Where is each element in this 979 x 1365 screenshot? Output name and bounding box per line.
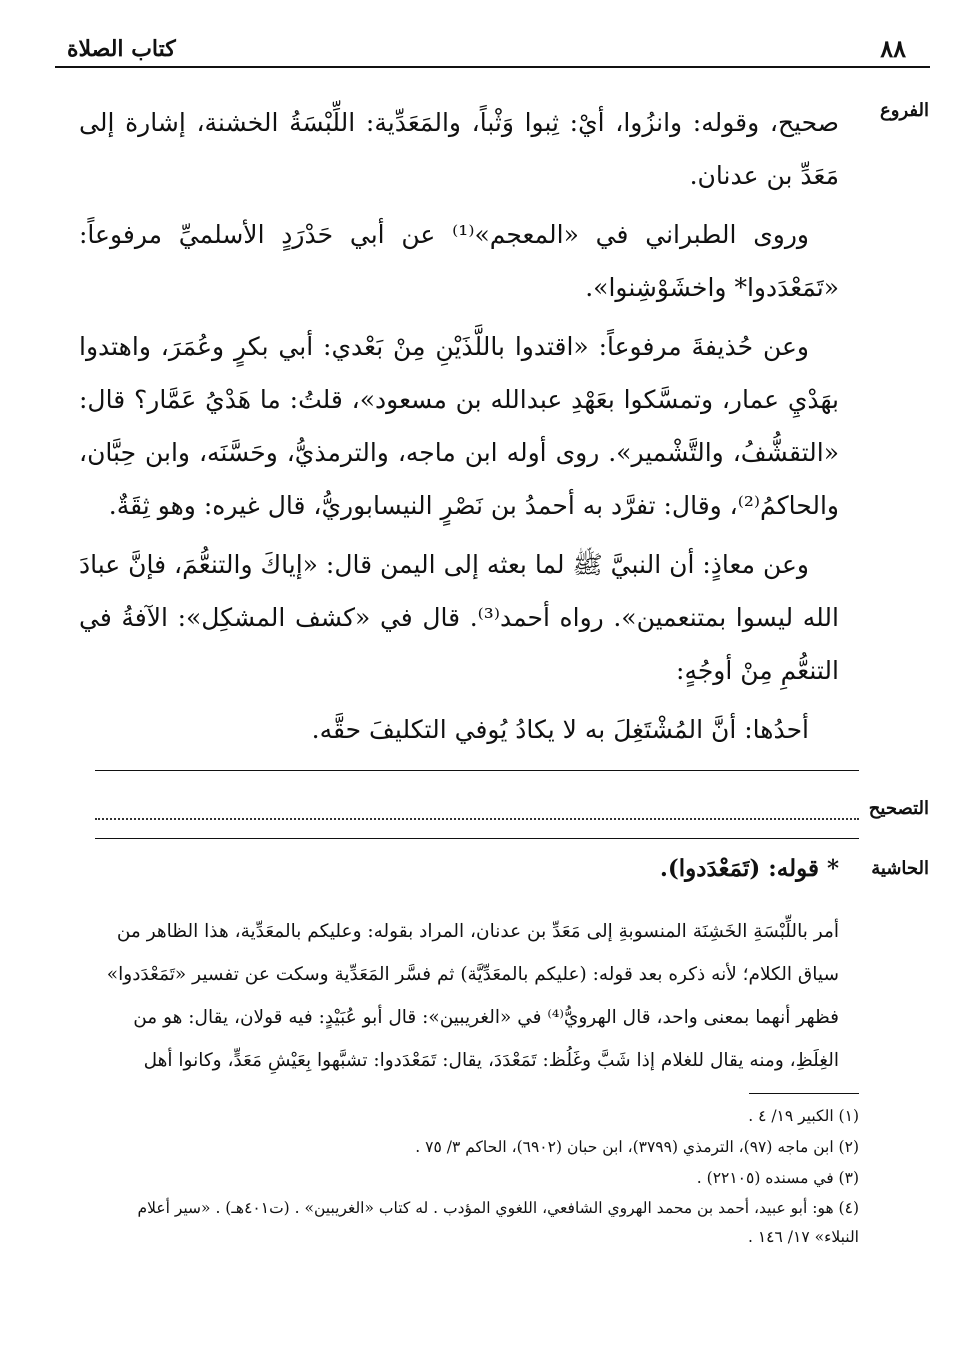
main-paragraph: أحدُها: أنَّ المُشْتَغِلَ به لا يكادُ يُوفي التكليفَ حقَّه. — [311, 715, 809, 744]
footnote: (١) الكبير ١٩/ ٤ . — [748, 1107, 859, 1125]
footnote: (٣) في مسنده (٢٢١٠٥) . — [696, 1169, 859, 1187]
hashiya-line: الغِلَظِ، ومنه يقال للغلام إذا شَبَّ وغَلُظ: تَمَعْدَدَ، يقال: تَمَعْدَدوا: تشبَّهوا بِعَيْشِ مَعَدٍّ، وكانوا أهل — [143, 1050, 839, 1071]
main-paragraph: صحيح، وقوله: وانزُوا، أيْ: ثِبوا وَثْباً، والمَعَدِّية: اللِّبْسَةُ الخشنة، إشارة إلى مَعَدِّ بن عدنان. — [79, 108, 839, 190]
page-header — [55, 30, 930, 68]
main-paragraph: وعن معاذٍ: أن النبيَّ ﷺ لما بعثه إلى اليمن قال: «إياكَ والتنعُّمَ، فإنَّ عبادَ الله ليسوا بمتنعمين». رواه أحمد⁽³⁾. قال في «كشف المشكِل»: الآفةُ في التنعُّمِ مِنْ أوجُهٍ: — [79, 550, 839, 685]
hashiya-line: سياق الكلام؛ لأنه ذكره بعد قوله: (عليكم بالمعَدِّيَّة) ثم فسَّر المَعَدِّية وسكت عن تفسير «تَمَعْدَدوا» — [106, 964, 839, 985]
footnotes — [99, 1101, 859, 1252]
separator-line — [95, 838, 859, 839]
hashiya-text — [69, 910, 839, 1082]
footnote: (٤) هو: أبو عبيد، أحمد بن محمد الهروي الشافعي، اللغوي المؤدب . له كتاب «الغريبين» . (ت٤٠١هـ) . «سير أعلام النبلاء» ١٧/ ١٤٦ . — [137, 1199, 859, 1246]
footnote: (٢) ابن ماجه (٩٧)، الترمذي (٣٧٩٩)، ابن حبان (٦٩٠٢)، الحاكم ٣/ ٧٥ . — [415, 1138, 859, 1156]
hashiya-line: أمر باللِّبْسَةِ الخَشِنَة المنسوبةِ إلى مَعَدِّ بن عدنان، المراد بقوله: وعليكم بالمعَدِّية، هذا الظاهر من — [116, 921, 839, 942]
footnote-rule — [749, 1093, 859, 1094]
book-title: كتاب الصلاة — [67, 36, 176, 62]
main-paragraph: وروى الطبراني في «المعجم»⁽¹⁾ عن أبي حَدْرَدٍ الأسلميِّ مرفوعاً: «تَمَعْدَدوا* واخشَوْشِنوا». — [79, 220, 839, 302]
hashiya-heading: * قوله: (تَمَعْدَدوا). — [659, 855, 839, 882]
side-label-tashih: التصحيح — [868, 798, 929, 819]
main-paragraph: وعن حُذيفةَ مرفوعاً: «اقتدوا باللَّذَيْنِ مِنْ بَعْدي: أبي بكرٍ وعُمَرَ، واهتدوا بهَدْيِ عمار، وتمسَّكوا بعَهْدِ عبدالله بن مسعود»، قلتُ: ما هَدْيُ عَمَّار؟ قال: «التقشُّفُ، والتَّشْمير». روى أوله ابن ماجه، والترمذيُّ، وحَسَّنَه، وابن حِبَّان، والحاكمُ⁽²⁾، وقال: تفرَّد به أحمدُ بن نَصْرٍ النيسابوريُّ، قال غيره: وهو ثِقَةٌ. — [79, 332, 839, 520]
main-text — [79, 96, 839, 762]
tashih-dotted-line — [95, 818, 859, 820]
side-label-furu: الفروع — [880, 100, 929, 121]
separator-line — [95, 770, 859, 771]
page-number: ٨٨ — [880, 34, 906, 63]
side-label-hashiya: الحاشية — [871, 858, 929, 879]
hashiya-line: فظهر أنهما بمعنى واحد، قال الهرويُّ⁽⁴⁾ في «الغريبين»: قال أبو عُبَيْدٍ: فيه قولان، يقال: هو من — [133, 1007, 839, 1028]
